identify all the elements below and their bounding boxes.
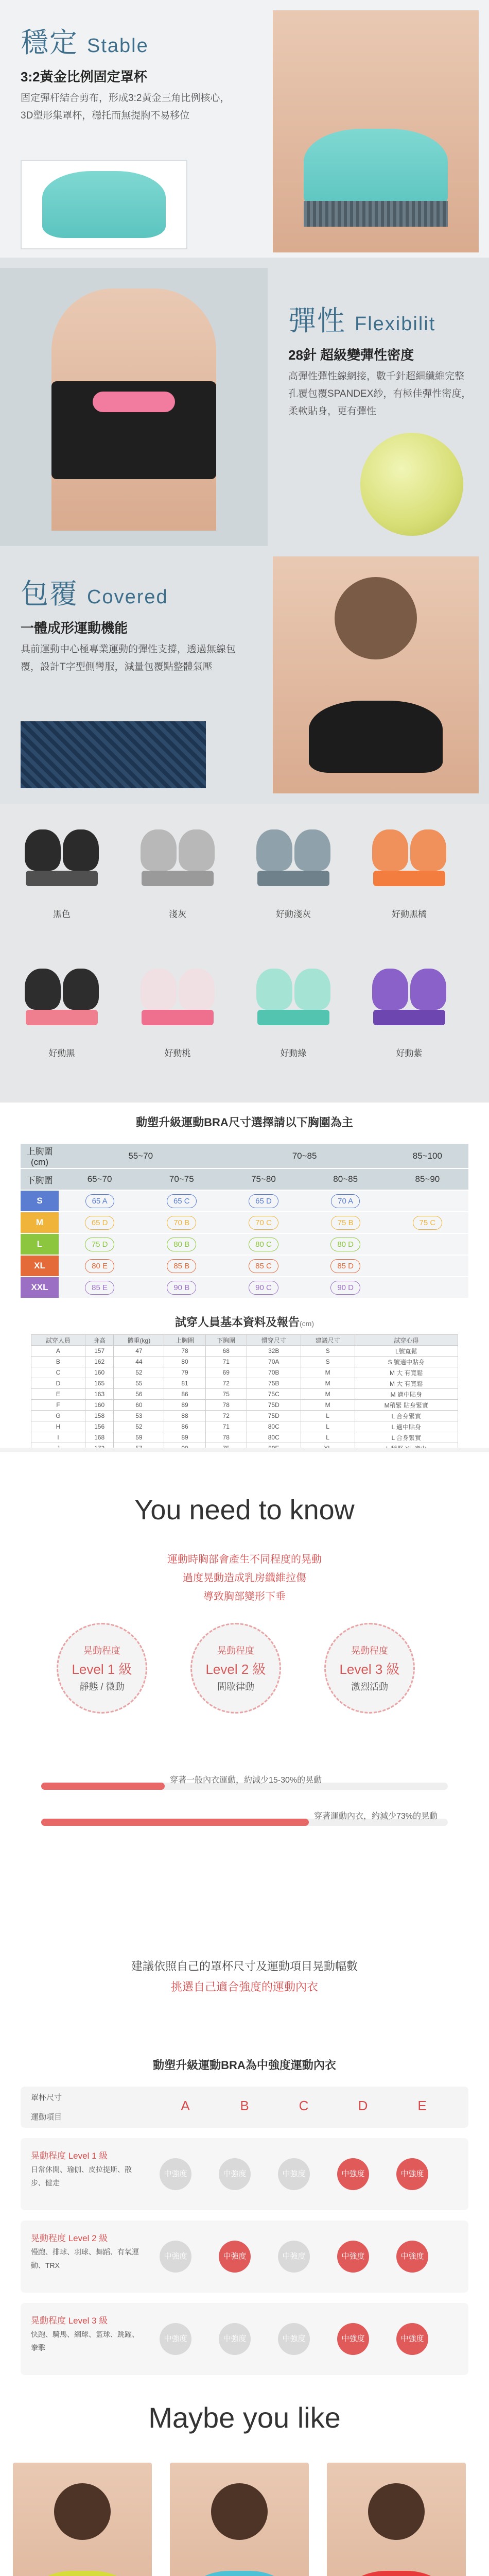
tester-header: 慣穿尺寸 [247, 1335, 301, 1346]
tester-row [31, 1357, 458, 1367]
level-row [21, 2138, 468, 2210]
tester-cell: M 大 有寬鬆 [355, 1378, 458, 1389]
tester-header: 試穿人員 [31, 1335, 85, 1346]
tester-cell: M 適中貼身 [355, 1389, 458, 1400]
stable-detail-photo [21, 160, 187, 249]
intensity-dot: 中強度 [219, 2323, 251, 2355]
level-desc: 激烈活動 [351, 1682, 388, 1692]
level-value: Level 2 級 [205, 1662, 266, 1677]
tester-header: 身高 [85, 1335, 114, 1346]
tester-cell: 75 [205, 1389, 247, 1400]
tester-cell: 80 [164, 1357, 205, 1367]
level-row-desc: 快跑、騎馬、網球、籃球、跳躍、拳擊 [31, 2330, 139, 2352]
tester-cell: 71 [205, 1357, 247, 1367]
size-chip: 65 A [85, 1194, 114, 1208]
tester-cell: S [301, 1357, 355, 1367]
tester-cell: L [301, 1421, 355, 1432]
tester-row [31, 1378, 458, 1389]
covered-fabric-swatch [21, 721, 206, 788]
level-name: 晃動程度 [83, 1646, 120, 1656]
size-cell [387, 1233, 468, 1255]
tester-header: 體重(kg) [114, 1335, 164, 1346]
tester-cell: S 號適中貼身 [355, 1357, 458, 1367]
level-row-title [31, 2314, 144, 2354]
intensity-dot: 中強度 [219, 2241, 251, 2273]
tester-row [31, 1367, 458, 1378]
size-chip: 90 D [330, 1281, 360, 1295]
level-row [21, 2303, 468, 2375]
tester-cell: 156 [85, 1421, 114, 1432]
size-chip: 90 C [249, 1281, 278, 1295]
size-head-bottom: 下胸圍 [21, 1168, 59, 1190]
tester-cell: S [301, 1346, 355, 1357]
know-bottom-2: 挑選自己適合強度的運動內衣 [170, 1980, 318, 1993]
size-row [21, 1212, 468, 1233]
tester-cell: L 合身緊實 [355, 1411, 458, 1421]
covered-subtitle: 一體成形運動機能 [21, 620, 128, 636]
level-size-section [0, 2050, 489, 2391]
tester-cell: 89 [164, 1432, 205, 1443]
size-cell [222, 1255, 304, 1277]
intensity-dot: 中強度 [337, 2241, 369, 2273]
covered-photo [273, 556, 479, 793]
size-cell [305, 1277, 387, 1298]
hero-section [0, 0, 489, 804]
product-label: 淺灰 [169, 909, 186, 919]
tester-cell: 89 [164, 1400, 205, 1411]
tester-row [31, 1389, 458, 1400]
tester-header: 下胸圍 [205, 1335, 247, 1346]
tester-cell: L號寬鬆 [355, 1346, 458, 1357]
cup-header: C [299, 2098, 309, 2113]
size-cell [59, 1190, 141, 1212]
size-col-bottom-0: 65~70 [59, 1168, 141, 1190]
tester-cell: 79 [164, 1367, 205, 1378]
know-title: You need to know [134, 1495, 355, 1526]
like-section [0, 2391, 489, 2576]
size-cell [141, 1277, 222, 1298]
flex-text [288, 299, 474, 420]
size-cell [222, 1190, 304, 1212]
tester-cell: 52 [114, 1367, 164, 1378]
tester-cell: 168 [85, 1432, 114, 1443]
size-chip: 65 D [249, 1194, 278, 1208]
intensity-dot: 中強度 [160, 2158, 191, 2190]
intensity-dot: 中強度 [396, 2323, 428, 2355]
size-chip: 75 C [413, 1216, 443, 1230]
know-line-1: 過度晃動造成乳房纖維拉傷 [183, 1572, 306, 1584]
cup-header: D [358, 2098, 368, 2113]
product-label: 好動淺灰 [276, 909, 311, 919]
stable-text [21, 21, 237, 125]
tester-cell: 158 [85, 1411, 114, 1421]
tester-cell: M [301, 1378, 355, 1389]
size-row [21, 1233, 468, 1255]
tester-cell: 78 [205, 1432, 247, 1443]
intensity-dot: 中強度 [278, 2241, 310, 2273]
tester-row [31, 1432, 458, 1443]
bar-fill-2 [41, 1819, 309, 1826]
level-row-title [31, 2232, 144, 2272]
size-cell [222, 1277, 304, 1298]
tester-cell: 165 [85, 1378, 114, 1389]
tester-cell: 160 [85, 1400, 114, 1411]
product-label: 好動紫 [396, 1048, 423, 1058]
size-chip: 85 E [85, 1281, 114, 1295]
size-chip: 85 B [167, 1259, 196, 1273]
know-bottom-1: 建議依照自己的罩杯尺寸及運動項目晃動幅數 [131, 1960, 358, 1973]
product-label: 好動綠 [280, 1048, 307, 1058]
know-line-2: 導致胸部變形下垂 [203, 1591, 286, 1602]
size-chip: 75 D [85, 1238, 115, 1251]
covered-text [21, 572, 237, 676]
intensity-dot: 中強度 [337, 2323, 369, 2355]
tester-cell: 157 [85, 1346, 114, 1357]
tester-cell: 68 [205, 1346, 247, 1357]
size-chip: 70 C [249, 1216, 278, 1230]
cup-header: B [240, 2098, 249, 2113]
size-cell [141, 1212, 222, 1233]
size-chip: 80 D [330, 1238, 360, 1251]
tester-row [31, 1411, 458, 1421]
size-chip: 90 B [167, 1281, 196, 1295]
size-col-top-1: 70~85 [222, 1144, 386, 1168]
size-label: M [21, 1212, 59, 1233]
level-title: 動塑升級運動BRA為中強度運動內衣 [153, 2059, 336, 2072]
tester-cell: H [31, 1421, 85, 1432]
know-line-0: 運動時胸部會產生不同程度的晃動 [167, 1554, 322, 1565]
level-row [21, 2221, 468, 2293]
bar-fill-1 [41, 1783, 165, 1790]
size-row [21, 1277, 468, 1298]
tester-cell: 69 [205, 1367, 247, 1378]
tester-cell: 86 [164, 1389, 205, 1400]
size-col-top-0: 55~70 [59, 1144, 222, 1168]
level-row-name: 晃動程度 Level 1 級 [31, 2151, 108, 2161]
size-chip: 70 B [167, 1216, 196, 1230]
tester-cell: 75C [247, 1389, 301, 1400]
product-card[interactable] [368, 963, 450, 1036]
tester-cell: L [301, 1432, 355, 1443]
tester-cell: L [301, 1411, 355, 1421]
size-cell [141, 1190, 222, 1212]
product-card[interactable] [21, 963, 103, 1036]
tester-cell: 47 [114, 1346, 164, 1357]
stable-subtitle: 3:2黃金比例固定罩杯 [21, 69, 147, 84]
tester-cell: 160 [85, 1367, 114, 1378]
size-cell [222, 1233, 304, 1255]
size-cell [387, 1212, 468, 1233]
product-label: 好動黑 [48, 1048, 75, 1058]
size-cell [59, 1233, 141, 1255]
size-row [21, 1190, 468, 1212]
size-cell [305, 1190, 387, 1212]
flex-title: 彈性 Flexibilit [288, 306, 436, 336]
level-name: 晃動程度 [351, 1646, 388, 1656]
tester-cell: 75B [247, 1378, 301, 1389]
product-card[interactable] [252, 824, 335, 896]
stable-title: 穩定 Stable [21, 27, 149, 58]
intensity-dot: 中強度 [219, 2158, 251, 2190]
size-chip: 65 C [167, 1194, 197, 1208]
tester-cell: 162 [85, 1357, 114, 1367]
tester-cell: M [301, 1400, 355, 1411]
size-label: S [21, 1190, 59, 1212]
size-chip: 65 D [85, 1216, 115, 1230]
fabric-ball-image [360, 433, 463, 536]
level-desc: 靜態 / 微動 [79, 1682, 125, 1692]
tester-cell: 78 [205, 1400, 247, 1411]
tester-header: 上胸圍 [164, 1335, 205, 1346]
size-label: XXL [21, 1277, 59, 1298]
intensity-dot: 中強度 [160, 2241, 191, 2273]
tester-cell: M 大 有寬鬆 [355, 1367, 458, 1378]
tester-cell: 81 [164, 1378, 205, 1389]
tester-cell: 75D [247, 1400, 301, 1411]
product-card[interactable] [252, 963, 335, 1036]
tester-cell: M [301, 1389, 355, 1400]
tester-cell: M稍緊 貼身緊實 [355, 1400, 458, 1411]
size-chip: 80 E [85, 1259, 114, 1273]
tester-cell: G [31, 1411, 85, 1421]
tester-header: 建議尺寸 [301, 1335, 355, 1346]
size-cell [222, 1212, 304, 1233]
flex-desc: 高彈性彈性線網接，數千針超細纖維完整孔覆包覆SPANDEX紗，有極佳彈性密度，柔軟貼身，更有彈性 [288, 371, 471, 417]
size-chip: 80 C [249, 1238, 278, 1251]
product-card[interactable] [136, 963, 219, 1036]
tester-cell: F [31, 1400, 85, 1411]
covered-title: 包覆 Covered [21, 579, 168, 609]
tester-cell: 53 [114, 1411, 164, 1421]
size-col-bottom-3: 80~85 [305, 1168, 387, 1190]
tester-cell: E [31, 1389, 85, 1400]
tester-cell: 44 [114, 1357, 164, 1367]
size-col-bottom-4: 85~90 [387, 1168, 468, 1190]
size-chip: 70 A [331, 1194, 360, 1208]
level-corner-bottom: 運動項目 [31, 2113, 62, 2122]
tester-cell: C [31, 1367, 85, 1378]
intensity-dot: 中強度 [278, 2323, 310, 2355]
size-cell [305, 1255, 387, 1277]
intensity-dot: 中強度 [396, 2241, 428, 2273]
level-row-title [31, 2149, 144, 2190]
level-desc: 間歇律動 [217, 1682, 254, 1692]
flex-back-photo [0, 268, 268, 546]
intensity-dot: 中強度 [160, 2323, 191, 2355]
tester-row [31, 1400, 458, 1411]
size-label: L [21, 1233, 59, 1255]
product-label: 好動黑橘 [392, 909, 427, 919]
size-table [21, 1144, 468, 1299]
size-cell [141, 1233, 222, 1255]
tester-cell: L 合身緊實 [355, 1432, 458, 1443]
tester-cell: L 適中貼身 [355, 1421, 458, 1432]
tester-cell: 78 [164, 1346, 205, 1357]
size-title: 動塑升級運動BRA尺寸選擇請以下胸圍為主 [136, 1116, 353, 1129]
stable-desc: 固定彈杆結合剪布，形成3:2黃金三角比例核心，3D塑形集罩杯，穩托而無提胸不易移位 [21, 93, 230, 121]
tester-header: 試穿心得 [355, 1335, 458, 1346]
tester-cell: 32B [247, 1346, 301, 1357]
product-label: 黑色 [53, 909, 71, 919]
size-cell [59, 1212, 141, 1233]
size-section [0, 1103, 489, 1448]
size-cell [59, 1277, 141, 1298]
tester-cell: 60 [114, 1400, 164, 1411]
tester-cell: 80C [247, 1421, 301, 1432]
level-row-name: 晃動程度 Level 2 級 [31, 2233, 108, 2243]
tester-cell: 59 [114, 1432, 164, 1443]
tester-cell: 163 [85, 1389, 114, 1400]
size-col-top-2: 85~100 [387, 1144, 468, 1168]
tester-cell: 80C [247, 1432, 301, 1443]
level-row-name: 晃動程度 Level 3 級 [31, 2316, 108, 2326]
size-cell [141, 1255, 222, 1277]
tester-cell: 56 [114, 1389, 164, 1400]
bar-label-2: 穿著運動內衣，約減少73%的晃動 [314, 1812, 438, 1821]
intensity-dot: 中強度 [278, 2158, 310, 2190]
level-row-desc: 慢跑、排球、羽球、舞蹈、有氧運動、TRX [31, 2248, 139, 2269]
level-value: Level 1 級 [72, 1662, 132, 1677]
stable-photo [273, 10, 479, 252]
product-card[interactable] [21, 824, 103, 896]
tester-row [31, 1346, 458, 1357]
tester-cell: M [301, 1367, 355, 1378]
flex-subtitle: 28針 超級變彈性密度 [288, 347, 414, 363]
covered-desc: 具前運動中心極專業運動的彈性支撐，透過無線包覆，設計T字型側彎服，減量包覆點整體氣壓 [21, 644, 236, 672]
size-col-bottom-1: 70~75 [141, 1168, 222, 1190]
product-label: 好動桃 [164, 1048, 191, 1058]
tester-cell: 88 [164, 1411, 205, 1421]
tester-cell: I [31, 1432, 85, 1443]
like-title: Maybe you like [148, 2401, 341, 2434]
products-section [0, 804, 489, 1103]
tester-cell: 55 [114, 1378, 164, 1389]
tester-cell: A [31, 1346, 85, 1357]
size-cell [387, 1255, 468, 1277]
tester-cell: 52 [114, 1421, 164, 1432]
tester-cell: 71 [205, 1421, 247, 1432]
like-card[interactable] [327, 2463, 466, 2576]
size-cell [59, 1255, 141, 1277]
cup-header: A [181, 2098, 190, 2113]
product-card[interactable] [136, 824, 219, 896]
size-cell [305, 1212, 387, 1233]
size-chip: 80 B [167, 1238, 196, 1251]
like-card[interactable] [13, 2463, 152, 2576]
tester-cell: 72 [205, 1378, 247, 1389]
size-label: XL [21, 1255, 59, 1277]
level-corner-top: 罩杯尺寸 [31, 2093, 62, 2102]
like-card[interactable] [170, 2463, 309, 2576]
tester-cell: 75D [247, 1411, 301, 1421]
size-cell [305, 1233, 387, 1255]
size-row [21, 1255, 468, 1277]
level-value: Level 3 級 [339, 1662, 400, 1677]
size-chip: 85 C [249, 1259, 278, 1273]
size-col-bottom-2: 75~80 [222, 1168, 304, 1190]
size-cell [387, 1190, 468, 1212]
tester-cell: 70B [247, 1367, 301, 1378]
tester-cell: B [31, 1357, 85, 1367]
size-chip: 75 B [331, 1216, 360, 1230]
tester-cell: 70A [247, 1357, 301, 1367]
product-card[interactable] [368, 824, 450, 896]
tester-cell: 72 [205, 1411, 247, 1421]
level-row-desc: 日常休閒、瑜伽、皮拉提斯、散步、健走 [31, 2165, 132, 2187]
intensity-dot: 中強度 [396, 2158, 428, 2190]
tester-row [31, 1421, 458, 1432]
size-chip: 85 D [330, 1259, 360, 1273]
tester-cell: 86 [164, 1421, 205, 1432]
level-name: 晃動程度 [217, 1646, 254, 1656]
size-cell [387, 1277, 468, 1298]
know-section [0, 1448, 489, 2050]
bar-label-1: 穿著一般內衣運動，約減少15-30%的晃動 [170, 1776, 322, 1785]
tester-cell: D [31, 1378, 85, 1389]
cup-header: E [417, 2098, 427, 2113]
tester-title: 試穿人員基本資料及報告(cm) [174, 1316, 314, 1329]
intensity-dot: 中強度 [337, 2158, 369, 2190]
size-head-top: 上胸圍(cm) [21, 1144, 59, 1168]
